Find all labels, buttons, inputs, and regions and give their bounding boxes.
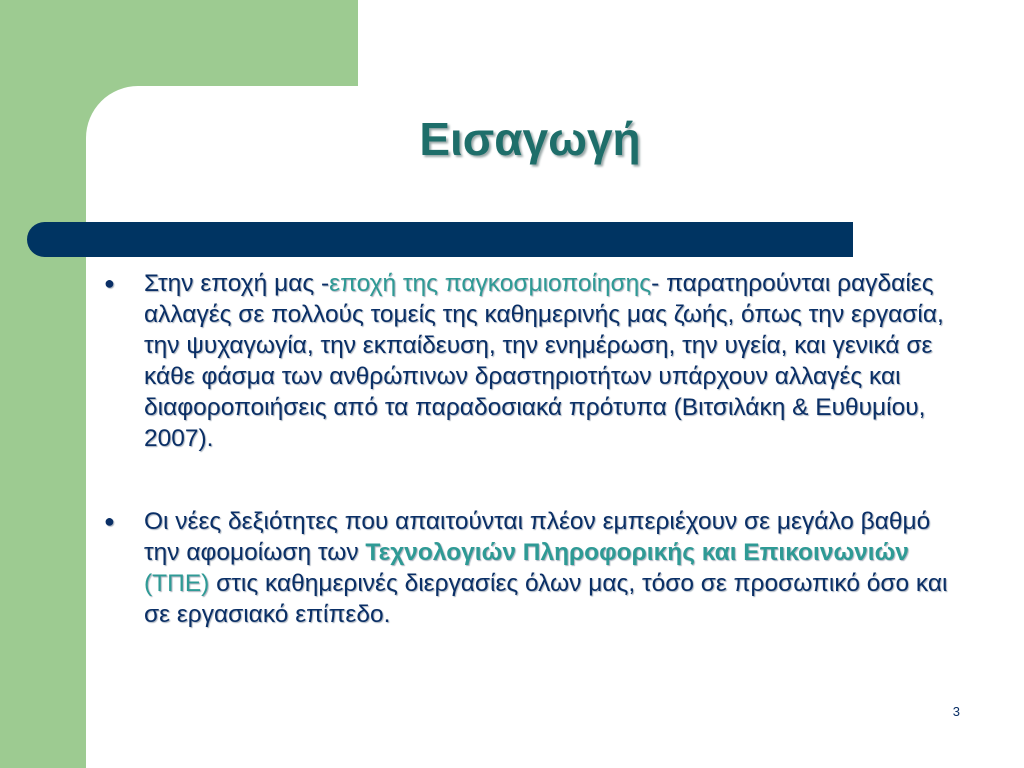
bullet-text-part: στις καθημερινές διεργασίες όλων μας, τόσο σε προσωπικό όσο και σε εργασιακό επίπεδο. (144, 570, 948, 628)
slide-body (104, 268, 954, 630)
bullet-highlight-bold: Τεχνολογιών Πληροφορικής και Επικοινωνιών (365, 539, 909, 566)
bullet-item-1 (104, 268, 954, 454)
bullet-text-part: - παρατηρούνται ραγδαίες αλλαγές σε πολλούς τομείς της καθημερινής μας ζωής, όπως την εργασία, την ψυχαγωγία, την εκπαίδευση, την ενημέρωση, την υγεία, και γενικά σε κάθε φάσμα των ανθρώπινων δραστηριοτήτων υπάρχουν αλλαγές και διαφοροποιήσεις από τα παραδοσιακά πρότυπα (Βιτσιλάκη & Ευθυμίου, 2007). (144, 270, 944, 452)
bullet-text-part: Οι νέες δεξιότητες που απαιτούνται πλέον εμπεριέχουν σε μεγάλο βαθμό την αφομοίωση των (144, 508, 931, 566)
bullet-text (144, 268, 954, 454)
title-underline-bar (27, 222, 853, 257)
bullet-highlight: εποχή της παγκοσμιοποίησης (329, 270, 652, 297)
bullet-dot-icon: ● (104, 511, 115, 531)
bullet-dot-icon: ● (104, 273, 115, 293)
page-number: 3 (952, 704, 960, 719)
bullet-text (144, 506, 954, 630)
bullet-item-2 (104, 506, 954, 630)
slide-title: Εισαγωγή (419, 113, 641, 165)
bullet-highlight: (ΤΠΕ) (144, 570, 210, 597)
bullet-text-part: Στην εποχή μας - (144, 270, 330, 297)
